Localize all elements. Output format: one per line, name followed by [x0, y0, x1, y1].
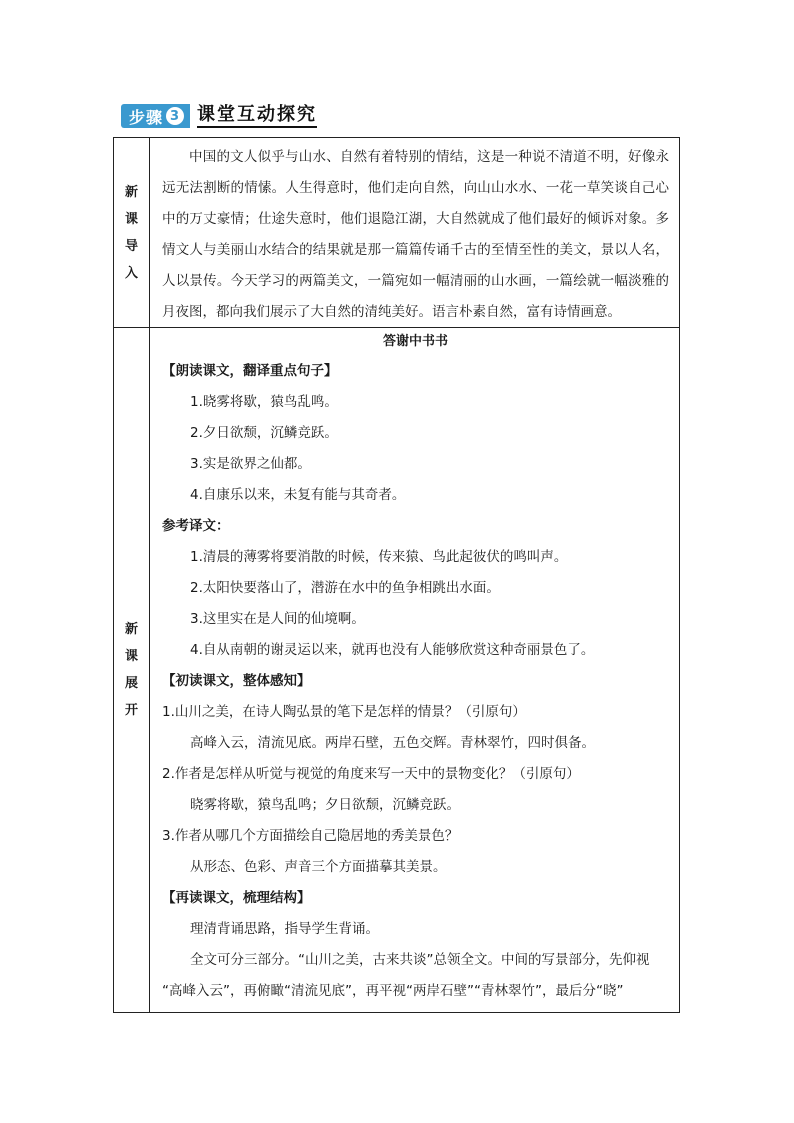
intro-label: [114, 138, 150, 327]
main-label-char: 新: [124, 622, 138, 637]
sentence-item: 4.自康乐以来，未复有能与其奇者。: [190, 487, 406, 503]
question: 3.作者从哪几个方面描绘自己隐居地的秀美景色？: [162, 828, 459, 844]
section-heading: 【再读课文，梳理结构】: [162, 890, 311, 906]
sentence-item: 3.实是欲界之仙都。: [190, 456, 311, 472]
lesson-table: [113, 137, 680, 1013]
reference-label: 参考译文：: [162, 518, 230, 534]
answer: 高峰入云，清流见底。两岸石壁，五色交辉。青林翠竹，四时俱备。: [190, 735, 595, 751]
main-row: [114, 328, 679, 1012]
intro-label-char: 导: [124, 238, 138, 254]
intro-label-char: 新: [124, 184, 138, 200]
section-heading: 【初读课文，整体感知】: [162, 673, 311, 689]
intro-row: [114, 138, 679, 328]
translation-item: 2.太阳快要落山了，潜游在水中的鱼争相跳出水面。: [190, 580, 500, 596]
question: 1.山川之美，在诗人陶弘景的笔下是怎样的情景？（引原句）: [162, 704, 526, 720]
intro-label-char: 课: [124, 211, 138, 227]
section-title: 课堂互动探究: [197, 104, 317, 128]
lesson-title: 答谢中书书: [382, 334, 448, 349]
step-number: 3: [166, 107, 184, 125]
main-label: [114, 328, 150, 1012]
step-label: 步骤: [129, 107, 164, 127]
sentence-item: 2.夕日欲颓，沉鳞竞跃。: [190, 425, 338, 441]
main-label-char: 开: [124, 703, 138, 718]
paragraph-line: 理清背诵思路，指导学生背诵。: [190, 921, 379, 937]
answer: 从形态、色彩、声音三个方面描摹其美景。: [190, 859, 447, 875]
paragraph-line: 全文可分三部分。“山川之美，古来共谈”总领全文。中间的写景部分，先仰视: [190, 952, 650, 968]
main-content: [150, 328, 679, 1012]
answer: 晓雾将歇，猿鸟乱鸣；夕日欲颓，沉鳞竞跃。: [190, 797, 460, 813]
step-header: [121, 103, 317, 129]
translation-item: 1.清晨的薄雾将要消散的时候，传来猿、鸟此起彼伏的鸣叫声。: [190, 549, 568, 565]
translation-item: 3.这里实在是人间的仙境啊。: [190, 611, 365, 627]
section-heading: 【朗读课文，翻译重点句子】: [162, 363, 338, 379]
step-badge: [121, 104, 190, 128]
sentence-item: 1.晓雾将歇，猿鸟乱鸣。: [190, 394, 338, 410]
translation-item: 4.自从南朝的谢灵运以来，就再也没有人能够欣赏这种奇丽景色了。: [190, 642, 595, 658]
intro-label-char: 入: [124, 265, 138, 281]
main-label-char: 课: [124, 649, 138, 664]
intro-paragraph: 中国的文人似乎与山水、自然有着特别的情结，这是一种说不清道不明，好像永远无法割断的情愫。人生得意时，他们走向自然，向山山水水、一花一草笑谈自己心中的万丈豪情；仕途失意时，他们退隐江湖，大自然就成了他们最好的倾诉对象。多情文人与美丽山水结合的结果就是那一篇篇传诵千古的至情至性的美文，景以人名，人以景传。今天学习的两篇美文，一篇宛如一幅清丽的山水画，一篇绘就一幅淡雅的月夜图，都向我们展示了大自然的清纯美好。语言朴素自然，富有诗情画意。: [162, 149, 669, 320]
question: 2.作者是怎样从听觉与视觉的角度来写一天中的景物变化？（引原句）: [162, 766, 580, 782]
paragraph-line: “高峰入云”，再俯瞰“清流见底”，再平视“两岸石壁”“青林翠竹”，最后分“晓”: [162, 983, 624, 999]
main-label-char: 展: [124, 676, 138, 691]
